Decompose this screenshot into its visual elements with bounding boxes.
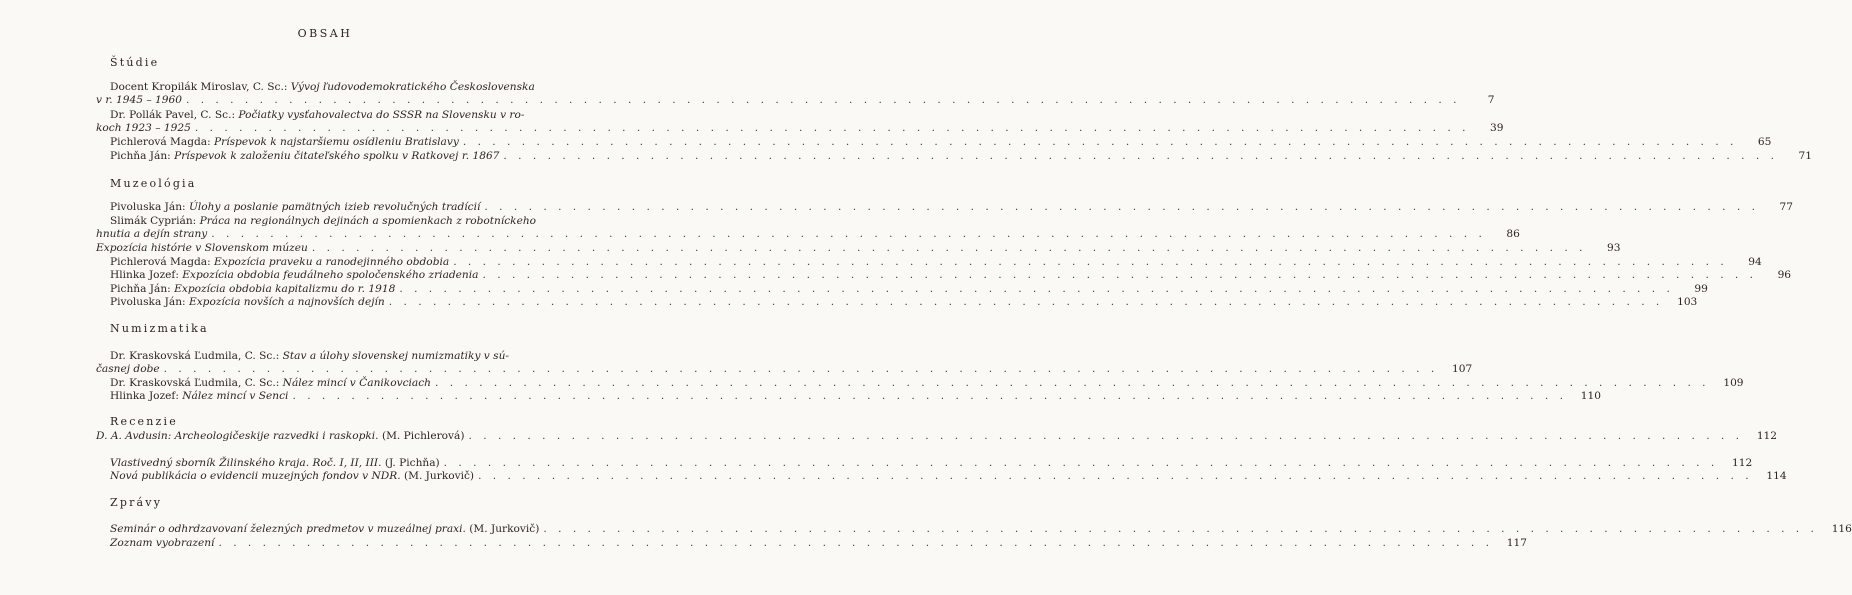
toc-entry xyxy=(96,470,1787,483)
section-heading-studie: Štúdie xyxy=(110,56,160,69)
dot-leader xyxy=(431,377,1714,390)
dot-leader xyxy=(459,136,1742,149)
page-title: OBSAH xyxy=(297,27,353,40)
entry-page: 93 xyxy=(1606,242,1621,254)
dot-leader xyxy=(395,283,1678,296)
entry-page: 86 xyxy=(1506,228,1520,240)
entry-page: 114 xyxy=(1766,470,1787,482)
entry-title: Stav a úlohy slovenskej numizmatiky v sú- xyxy=(282,350,509,362)
entry-page: 110 xyxy=(1580,390,1602,402)
dot-leader xyxy=(449,256,1732,269)
toc-entry xyxy=(96,136,1772,149)
entry-title: Seminár o odhrdzavovaní železných predmetov v muzeálnej praxi. xyxy=(110,523,466,535)
entry-page: 117 xyxy=(1506,537,1528,549)
toc-entry xyxy=(96,81,1495,107)
entry-page: 39 xyxy=(1489,122,1504,134)
dot-leader xyxy=(288,390,1571,403)
entry-page: 112 xyxy=(1756,430,1778,442)
entry-author: Slimák Cyprián: xyxy=(110,215,197,227)
dot-leader xyxy=(480,201,1763,214)
entry-author: Pichlerová Magda: xyxy=(110,256,211,268)
entry-author: Hlinka Jozef: xyxy=(110,269,179,281)
entry-page: 7 xyxy=(1487,94,1495,106)
entry-page: 109 xyxy=(1723,377,1744,389)
entry-page: 65 xyxy=(1757,136,1772,148)
section-heading-zpravy: Zprávy xyxy=(110,496,163,509)
dot-leader xyxy=(478,269,1761,282)
entry-author: Dr. Pollák Pavel, C. Sc.: xyxy=(110,109,236,121)
dot-leader xyxy=(474,470,1757,483)
dot-leader xyxy=(160,363,1443,376)
toc-entry xyxy=(96,109,1504,135)
dot-leader xyxy=(464,430,1747,443)
dot-leader xyxy=(214,537,1497,550)
entry-page: 107 xyxy=(1451,363,1473,375)
entry-title: Vlastivedný sborník Žilinského kraja. Roč. I, II, III. xyxy=(110,457,382,469)
toc-entry xyxy=(96,523,1852,536)
toc-entry xyxy=(96,430,1778,443)
entry-author: (M. Jurkovič) xyxy=(469,523,540,535)
dot-leader xyxy=(308,242,1591,255)
entry-author: Pivoluska Ján: xyxy=(110,296,186,308)
toc-entry xyxy=(96,537,1528,550)
toc-entry xyxy=(96,377,1744,390)
dot-leader xyxy=(207,228,1490,241)
entry-title: Nález mincí v Senci xyxy=(182,390,289,402)
entry-title-continuation: koch 1923 – 1925 xyxy=(96,122,191,134)
entry-author: Dr. Kraskovská Ľudmila, C. Sc.: xyxy=(110,377,280,389)
entry-title: Nález mincí v Čanikovciach xyxy=(282,377,431,389)
entry-page: 112 xyxy=(1732,457,1753,469)
toc-entry xyxy=(96,350,1473,376)
section-heading-recenzie: Recenzie xyxy=(110,415,178,428)
entry-title-continuation: hnutia a dejín strany xyxy=(96,228,208,240)
toc-entry xyxy=(96,269,1792,282)
entry-title: Počiatky vysťahovalectva do SSSR na Slovensku v ro- xyxy=(238,109,525,121)
dot-leader xyxy=(440,457,1723,470)
entry-author: Pichňa Ján: xyxy=(110,150,171,162)
dot-leader xyxy=(385,296,1668,309)
toc-entry xyxy=(96,242,1621,255)
toc-entry xyxy=(96,457,1753,470)
entry-page: 96 xyxy=(1777,269,1792,281)
entry-title-continuation: v r. 1945 – 1960 xyxy=(96,94,182,106)
entry-page: 77 xyxy=(1779,201,1793,213)
entry-title: Expozícia novších a najnovších dejín xyxy=(188,296,385,308)
entry-title: Nová publikácia o evidencii muzejných fondov v NDR. xyxy=(110,470,401,482)
toc-entry xyxy=(96,150,1812,163)
entry-title: Príspevok k najstaršiemu osídleniu Bratislavy xyxy=(214,136,459,148)
entry-page: 116 xyxy=(1831,523,1852,535)
entry-page: 103 xyxy=(1677,296,1698,308)
entry-title: Expozícia obdobia feudálneho spoločenského zriadenia xyxy=(182,269,479,281)
entry-author: (J. Pichňa) xyxy=(384,457,440,469)
dot-leader xyxy=(191,122,1474,135)
dot-leader xyxy=(499,150,1782,163)
toc-entry xyxy=(96,256,1762,269)
section-heading-muzeologia: Muzeológia xyxy=(110,177,197,190)
entry-author: Pivoluska Ján: xyxy=(110,201,186,213)
entry-author: (M. Pichlerová) xyxy=(381,430,465,442)
entry-author: Pichlerová Magda: xyxy=(110,136,211,148)
entry-title: Expozícia praveku a ranodejinného obdobia xyxy=(214,256,450,268)
entry-author: Pichňa Ján: xyxy=(110,283,171,295)
toc-entry xyxy=(96,390,1602,403)
entry-author: Docent Kropilák Miroslav, C. Sc.: xyxy=(110,81,288,93)
entry-author: Hlinka Jozef: xyxy=(110,390,179,402)
entry-author: Dr. Kraskovská Ľudmila, C. Sc.: xyxy=(110,350,280,362)
entry-page: 71 xyxy=(1798,150,1812,162)
entry-page: 94 xyxy=(1748,256,1762,268)
entry-title: Príspevok k založeniu čitateľského spolku v Ratkovej r. 1867 xyxy=(174,150,500,162)
entry-page: 99 xyxy=(1694,283,1708,295)
entry-title: Expozícia histórie v Slovenskom múzeu xyxy=(96,242,308,254)
toc-entry xyxy=(96,296,1698,309)
dot-leader xyxy=(182,94,1465,107)
dot-leader xyxy=(539,523,1822,536)
entry-title: Práca na regionálnych dejinách a spomienkach z robotníckeho xyxy=(199,215,537,227)
entry-title: Expozícia obdobia kapitalizmu do r. 1918 xyxy=(174,283,396,295)
toc-entry xyxy=(96,215,1520,241)
entry-title-continuation: časnej dobe xyxy=(96,363,160,375)
entry-title: Vývoj ľudovodemokratického Československa xyxy=(290,81,535,93)
entry-author: (M. Jurkovič) xyxy=(403,470,475,482)
entry-title: Zoznam vyobrazení xyxy=(110,537,215,549)
entry-title: Úlohy a poslanie pamätných izieb revolučných tradícií xyxy=(188,201,481,213)
entry-title: D. A. Avdusin: Archeologičeskije razvedki i raskopki. xyxy=(96,430,379,442)
toc-entry xyxy=(96,201,1793,214)
toc-entry xyxy=(96,283,1708,296)
section-heading-numizmatika: Numizmatika xyxy=(110,322,209,335)
